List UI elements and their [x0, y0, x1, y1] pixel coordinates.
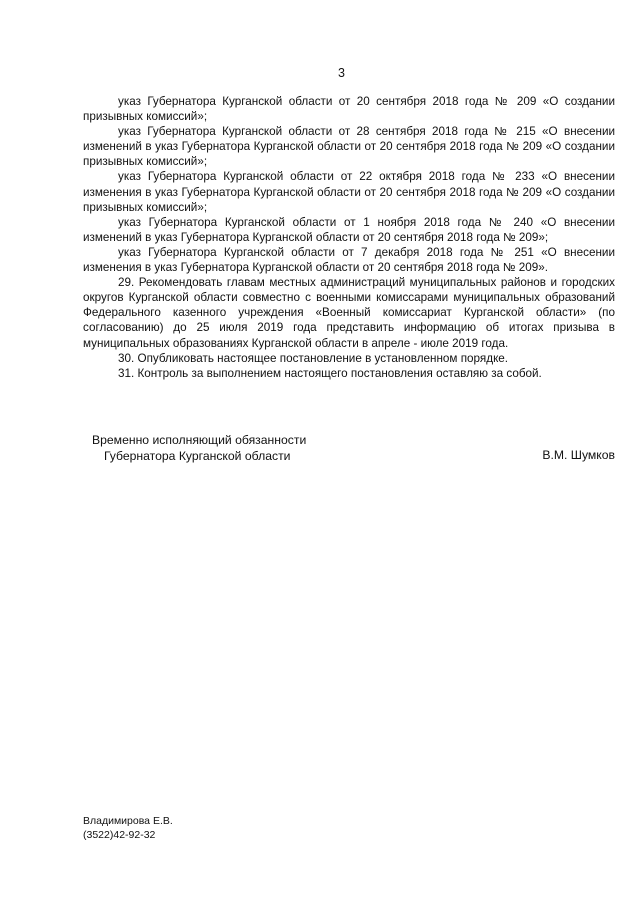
- paragraph-decree-240: указ Губернатора Курганской области от 1 ноября 2018 года № 240 «О внесении изменений в указ Губернатора Курганской области от 20 сентября 2018 года № 209»;: [83, 215, 615, 244]
- signatory-name: В.М. Шумков: [542, 448, 615, 462]
- page-number: 3: [338, 66, 345, 80]
- signatory-title-line2: Губернатора Курганской области: [104, 449, 291, 463]
- paragraph-decree-251: указ Губернатора Курганской области от 7 декабря 2018 года № 251 «О внесении изменения в указ Губернатора Курганской области от 20 сентября 2018 года № 209».: [83, 245, 615, 275]
- paragraph-item-29: 29. Рекомендовать главам местных администраций муниципальных районов и городских округов Курганской области совместно с военными комиссарами муниципальных образований Федерального казенного учреждения «Военный комиссариат Курганской области» (по согласованию) до 25 июля 2019 года представить информацию об итогах призыва в муниципальных образованиях Курганской области в апреле - июле 2019 года.: [83, 276, 615, 350]
- paragraph-decree-209: указ Губернатора Курганской области от 20 сентября 2018 года № 209 «О создании призывных комиссий»;: [83, 95, 615, 124]
- document-body: [83, 94, 615, 381]
- paragraph-item-31: 31. Контроль за выполнением настоящего постановления оставляю за собой.: [118, 366, 542, 380]
- signatory-title: [92, 432, 306, 464]
- executor-name: Владимирова Е.В.: [83, 815, 173, 827]
- signatory-title-line1: Временно исполняющий обязанности: [92, 433, 307, 447]
- paragraph-decree-233: указ Губернатора Курганской области от 22 октября 2018 года № 233 «О внесении изменения в указ Губернатора Курганской области от 20 сентября 2018 года № 209 «О создании призывных комиссий»;: [83, 170, 615, 214]
- paragraph-item-30: 30. Опубликовать настоящее постановление в установленном порядке.: [118, 351, 509, 365]
- executor-phone: (3522)42-92-32: [83, 829, 156, 841]
- paragraph-decree-215: указ Губернатора Курганской области от 28 сентября 2018 года № 215 «О внесении изменений в указ Губернатора Курганской области от 20 сентября 2018 года № 209 «О создании призывных комиссий»;: [83, 125, 615, 169]
- executor-footer: [83, 814, 173, 842]
